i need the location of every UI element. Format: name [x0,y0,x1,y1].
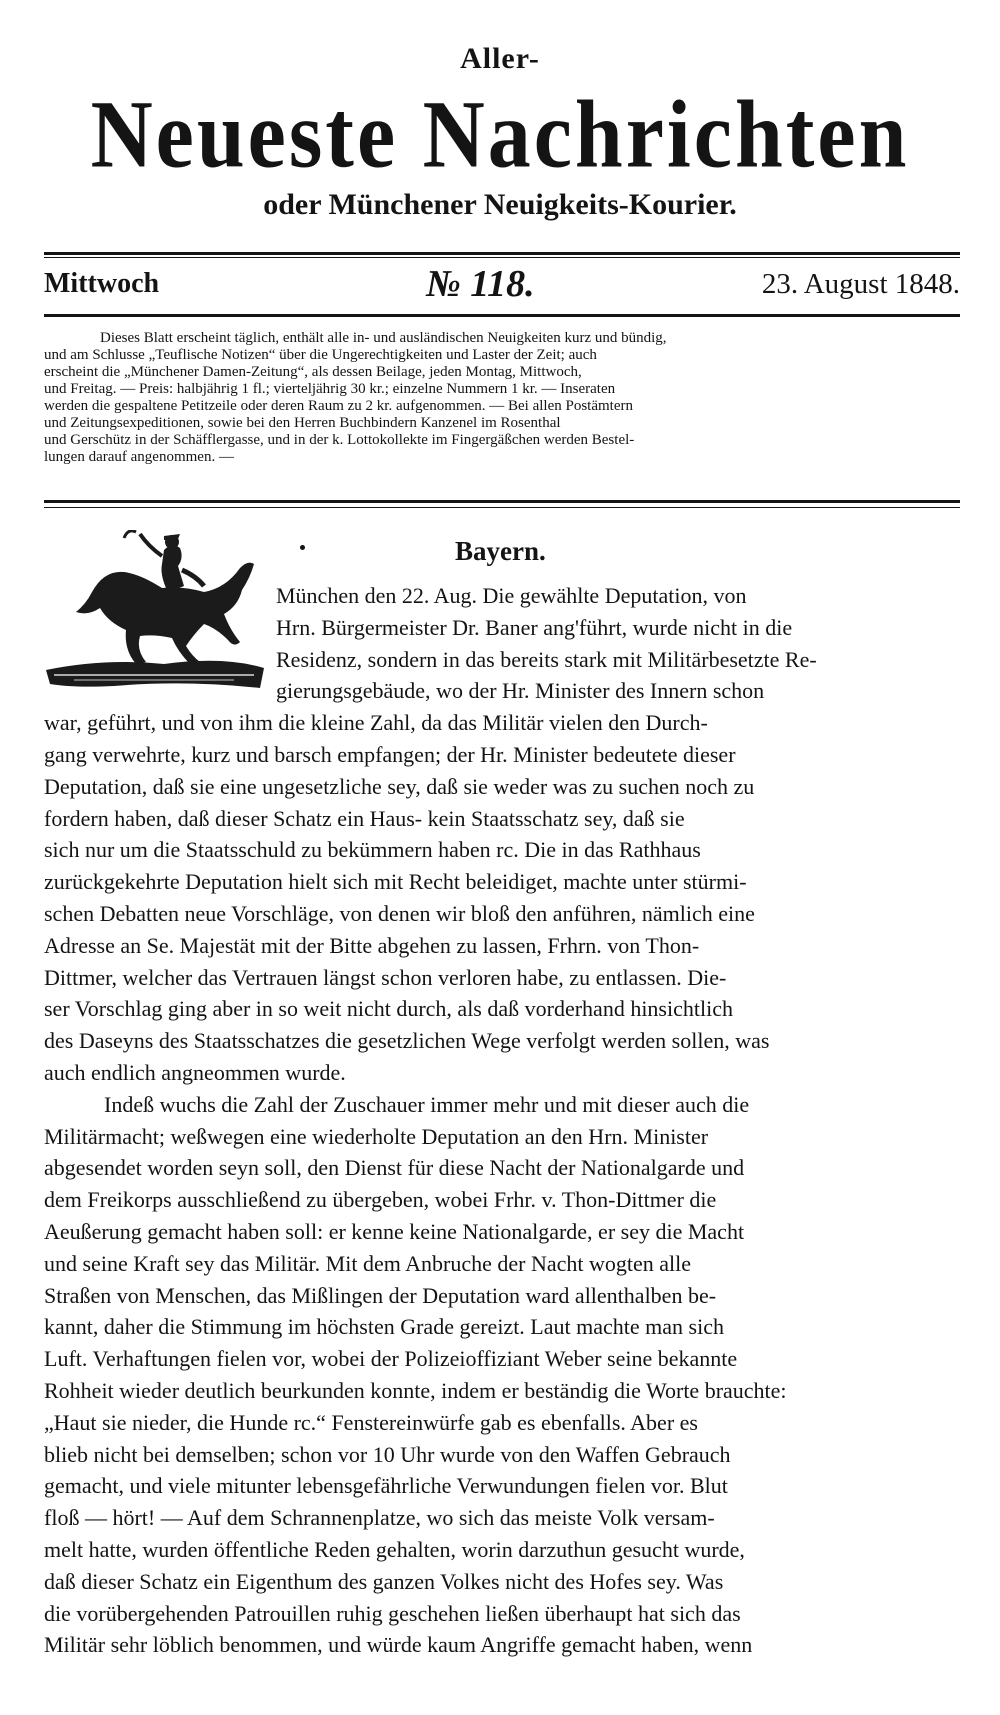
article-line: gemacht, und viele mitunter lebensgefährliche Verwundungen fielen vor. Blut [44,1473,728,1499]
article-line: dem Freikorps ausschließend zu übergeben, wobei Frhr. v. Thon-Dittmer die [44,1187,717,1213]
notice-line: erscheint die „Münchener Damen-Zeitung“, als dessen Beilage, jeden Montag, Mittwoch, [44,364,582,380]
masthead-top-line: Aller- [460,42,540,75]
top-divider [44,252,960,255]
article-line: kannt, daher die Stimmung im höchsten Grade gereizt. Laut machte man sich [44,1314,724,1340]
notice-line: und am Schlusse „Teuflische Notizen“ über die Ungerechtigkeiten und Laster der Zeit; auch [44,347,597,363]
dateline [44,264,960,310]
masthead-title: Neueste Nachrichten [90,80,910,188]
notice-line: und Gerschütz in der Schäfflergasse, und in der k. Lottokollekte im Fingergäßchen werden Bestel- [44,432,635,448]
section-heading: Bayern. [455,536,546,566]
notice-line: und Freitag. — Preis: halbjährig 1 fl.; vierteljährig 30 kr.; einzelne Nummern 1 kr. — Inseraten [44,381,616,397]
article-line: Indeß wuchs die Zahl der Zuschauer immer mehr und mit dieser auch die [104,1091,750,1117]
article-line: gierungsgebäude, wo der Hr. Minister des Innern schon [276,678,765,704]
article-line: schen Debatten neue Vorschläge, von denen wir bloß den anführen, nämlich eine [44,900,755,926]
article-line: Hrn. Bürgermeister Dr. Baner ang'führt, wurde nicht in die [276,614,793,640]
notice-line: lungen darauf angenommen. — [44,449,234,465]
article-line: sich nur um die Staatsschuld zu bekümmern haben rc. Die in das Rathhaus [44,837,701,863]
article-line: floß — hört! — Auf dem Schrannenplatze, wo sich das meiste Volk versam- [44,1505,715,1531]
article-line: Residenz, sondern in das bereits stark mit Militärbesetzte Re- [276,646,817,672]
masthead-subtitle: oder Münchener Neuigkeits-Kourier. [263,188,737,221]
article-line: die vorübergehenden Patrouillen ruhig geschehen ließen überhaupt hat sich das [44,1600,741,1626]
article-line: fordern haben, daß dieser Schatz ein Haus- kein Staatsschatz sey, daß sie [44,805,685,831]
dateline-divider [44,314,960,317]
article-line: und seine Kraft sey das Militär. Mit dem Anbruche der Nacht wogten alle [44,1250,691,1276]
article-line: ser Vorschlag ging aber in so weit nicht durch, als daß vorderhand hinsichtlich [44,996,733,1022]
article-line: Militär sehr löblich benommen, und würde kaum Angriffe gemacht haben, wenn [44,1632,753,1658]
article-line: Aeußerung gemacht haben soll: er kenne keine Nationalgarde, er sey die Macht [44,1218,745,1244]
article-line: blieb nicht bei demselben; schon vor 10 Uhr wurde von den Waffen Gebrauch [44,1441,731,1467]
article-line: auch endlich angneommen wurde. [44,1059,346,1085]
issue-date: 23. August 1848. [761,268,960,300]
article-line: „Haut sie nieder, die Hunde rc.“ Fenstereinwürfe gab es ebenfalls. Aber es [44,1409,698,1435]
ornament-dot [300,545,305,550]
article-line: Rohheit wieder deutlich beurkunden konnte, indem er beständig die Worte brauchte: [44,1377,787,1403]
article-line: Adresse an Se. Majestät mit der Bitte abgehen zu lassen, Frhrn. von Thon- [44,932,700,958]
subscription-notice [44,330,960,466]
weekday: Mittwoch [44,268,160,299]
notice-divider [44,500,960,503]
notice-line: werden die gespaltene Petitzeile oder deren Raum zu 2 kr. aufgenommen. — Bei allen Postämtern [44,398,633,414]
article-line: des Daseyns des Staatsschatzes die gesetzlichen Wege verfolgt werden sollen, was [44,1028,770,1054]
article-line: Dittmer, welcher das Vertrauen längst schon verloren habe, zu entlassen. Die- [44,964,727,990]
issue-number: № 118. [426,263,535,305]
notice-line: und Zeitungsexpeditionen, sowie bei den Herren Buchbindern Kanzenel im Rosenthal [44,415,561,431]
notice-line: Dieses Blatt erscheint täglich, enthält alle in- und ausländischen Neuigkeiten kurz und bündig, [100,330,667,346]
article-line: war, geführt, und von ihm die kleine Zahl, da das Militär vielen den Durch- [44,710,708,736]
article-line: Militärmacht; weßwegen eine wiederholte Deputation an den Hrn. Minister [44,1123,709,1149]
notice-divider-thin [44,507,960,508]
article-line: zurückgekehrte Deputation hielt sich mit Recht beleidiget, machte unter stürmi- [44,869,747,895]
article-line: gang verwehrte, kurz und barsch empfangen; der Hr. Minister bedeutete dieser [44,741,736,767]
article-line: Deputation, daß sie eine ungesetzliche sey, daß sie weder was zu suchen noch zu [44,773,755,799]
article-line: daß dieser Schatz ein Eigenthum des ganzen Volkes nicht des Hofes sey. Was [44,1568,724,1594]
article-line: München den 22. Aug. Die gewählte Deputation, von [276,583,747,608]
article-line: Straßen von Menschen, das Mißlingen der Deputation ward allenthalben be- [44,1282,717,1308]
article-line: Luft. Verhaftungen fielen vor, wobei der Polizeioffiziant Weber seine bekannte [44,1346,738,1372]
article-line: abgesendet worden seyn soll, den Dienst für diese Nacht der Nationalgarde und [44,1155,745,1181]
article-line: melt hatte, wurden öffentliche Reden gehalten, worin darzuthun gesucht wurde, [44,1536,745,1562]
top-divider-thin [44,257,960,258]
article-body [44,580,960,1661]
